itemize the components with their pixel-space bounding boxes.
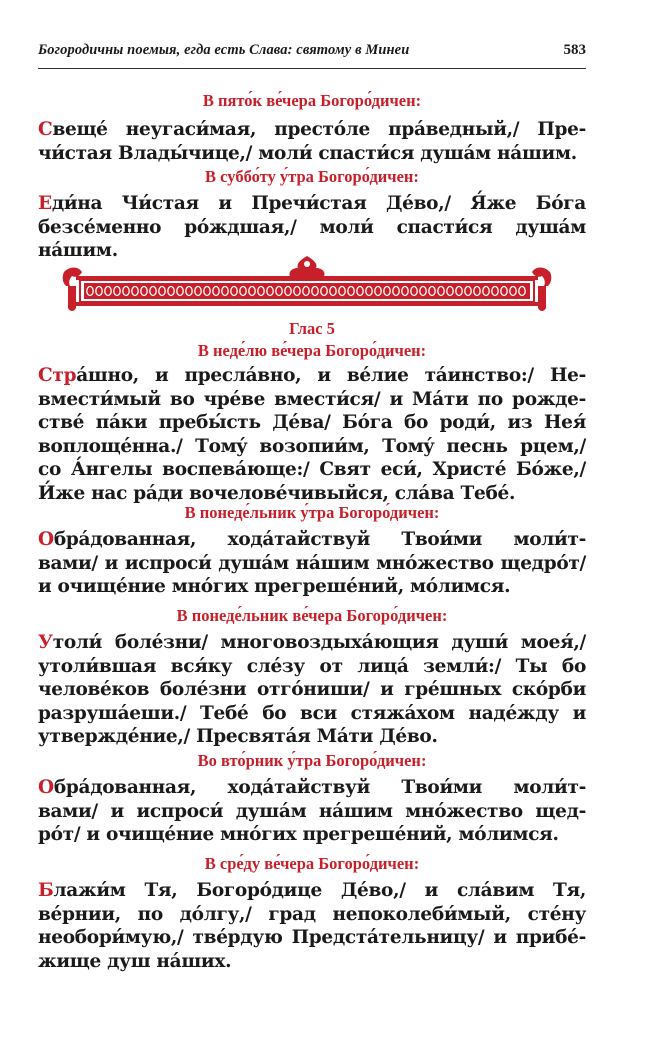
verse: [38, 528, 586, 599]
page-number: 583: [563, 42, 586, 58]
verse-line: вéрнии, по дóлгу,/ град непоколеби́мый, стéну: [38, 903, 586, 925]
initial-letter: С: [38, 119, 53, 140]
verse-line: Еди́на Чи́стая и Пречи́стая Дéво,/ Я́же Бóга: [38, 193, 586, 214]
verse-line: разрушáеши./ Тебé бо вси стяжáхом надéжду и: [38, 702, 586, 724]
verse-line: утоли́вшая вся́ку слéзу от лицá земли́:/ Ты бо: [38, 655, 586, 677]
rubric: В суббо́ту у́тра Богоро́дичен:: [205, 167, 419, 186]
verse: [38, 631, 586, 749]
verse-line: чи́стая Влады́чице,/ моли́ спасти́ся душáм нáшим.: [38, 142, 577, 164]
verse-line: вами/ и испроси́ душáм нáшим мнóжество щед-: [38, 800, 586, 822]
verse-line: со А́нгелы воспевáюще:/ Свят еси́, Христé Бóже,/: [38, 459, 586, 480]
section-friday-evening: [38, 90, 586, 165]
verse: [38, 776, 586, 847]
verse-line: утверждéние,/ Пресвятáя Мáти Дéво.: [38, 726, 438, 747]
glas-heading: Глас 5: [289, 319, 335, 338]
verse-line: вмести́мый во чрéве вмести́ся/ и Мáти по рожде-: [38, 388, 586, 410]
verse-line: рóт/ и очищéние мнóгих прегрешéний, мóлимся.: [38, 824, 559, 845]
verse-line: Стрáшно, и преслáвно, и вéлие тáинство:/ Не-: [38, 365, 586, 386]
verse-line: Блажи́м Тя, Богорóдице Дéво,/ и слáвим Тя,: [38, 880, 586, 901]
verse-line: И́же нас рáди вочеловéчивыйся, слáва Тебé.: [38, 482, 516, 504]
section-saturday-morning: [38, 166, 586, 263]
initial-letter: О: [38, 529, 54, 550]
verse-line: необори́мую,/ твéрдую Предстáтельницу/ и прибé-: [38, 927, 586, 948]
verse-line: безсéменно рóждшая,/ моли́ спасти́ся душáм: [38, 216, 586, 238]
rubric: В пято́к ве́чера Богоро́дичен:: [202, 91, 422, 110]
initial-letter: Е: [38, 193, 52, 214]
verse: [38, 364, 586, 505]
verse: [38, 118, 586, 165]
initial-letter: У: [38, 632, 53, 653]
verse-line: и очищéние мнóгих прегрешéний, мóлимся.: [38, 576, 511, 597]
section-monday-evening: [38, 605, 586, 749]
rubric: В неде́лю ве́чера Богоро́дичен:: [197, 341, 427, 360]
initial-letter: Стр: [38, 365, 77, 386]
rubric: В понеде́льник ве́чера Богоро́дичен:: [176, 606, 448, 625]
verse-line: Обрáдованная, ходáтайствуй Твои́ми моли́т-: [38, 529, 586, 550]
section-monday-morning: [38, 502, 586, 599]
rubric: В понеде́льник у́тра Богоро́дичен:: [184, 503, 440, 522]
section-sunday-evening: [38, 318, 586, 505]
verse-line: жище душ нáших.: [38, 950, 232, 972]
rubric: В сре́ду ве́чера Богоро́дичен:: [204, 854, 420, 873]
ornament-headpiece-icon: [62, 252, 552, 314]
verse-line: человéков болéзни отгóниши/ и грéшных скóрби: [38, 679, 586, 700]
rubric: Во вто́рник у́тра Богоро́дичен:: [197, 751, 427, 770]
running-title: Богородичны поемыя, егда есть Слава: святому в Минеи: [38, 42, 410, 58]
verse-line: воплощéнна./ Томý возопии́м, Томý песнь рцем,/: [38, 435, 586, 457]
initial-letter: Б: [38, 880, 54, 901]
running-head: [38, 38, 586, 69]
verse-line: ствé пáки пребы́сть Дéва/ Бóга бо роди́, из Нея́: [38, 412, 586, 433]
section-wednesday-evening: [38, 853, 586, 973]
initial-letter: О: [38, 777, 54, 798]
verse-line: нáшим.: [38, 240, 118, 261]
verse-line: Свещé неугаси́мая, престóле прáведный,/ Пре-: [38, 119, 586, 140]
verse: [38, 879, 586, 973]
verse-line: Утоли́ болéзни/ многовоздыхáющия души́ моея́,/: [38, 632, 586, 653]
verse-line: Обрáдованная, ходáтайствуй Твои́ми моли́т-: [38, 777, 586, 798]
page: [38, 0, 586, 972]
section-tuesday-morning: [38, 750, 586, 847]
verse-line: вами/ и испроси́ душáм нáшим мнóжество щедрóт/: [38, 552, 586, 574]
